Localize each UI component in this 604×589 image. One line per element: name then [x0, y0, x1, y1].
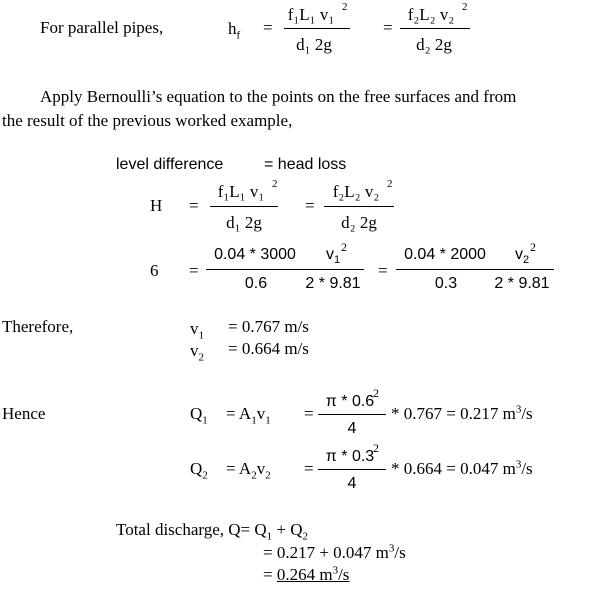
equals-sign: = [383, 18, 393, 37]
v-sub: 1 [265, 414, 271, 427]
cube-exponent: 3 [515, 458, 522, 471]
v-letter: v [190, 341, 199, 360]
equals-sign: = [304, 459, 314, 478]
v-sub: 2 [265, 469, 271, 482]
cube-exponent: 3 [332, 564, 339, 577]
exponent-2: 2 [341, 240, 347, 254]
exponent-2: 2 [530, 240, 536, 254]
fraction-bar [318, 469, 386, 470]
paragraph-line-1: Apply Bernoulli’s equation to the points on the free surfaces and from [40, 87, 517, 106]
fraction-denominator-1: d₁ 2g [226, 213, 262, 232]
result-value: 0.264 m [276, 565, 333, 584]
unit-tail: /s [394, 543, 406, 562]
denominator-diameter-2: 0.3 [434, 275, 458, 292]
fraction-bar [210, 206, 278, 207]
v-sub: 1 [333, 254, 341, 267]
unit-tail: /s [338, 565, 350, 584]
q1-symbol [190, 404, 208, 427]
v-letter: v [256, 459, 266, 478]
q2-numerator: π * 0.3 [325, 448, 375, 465]
total-sum-line [263, 544, 406, 561]
exponent-2: 2 [373, 441, 379, 455]
q-sub: 2 [302, 530, 309, 543]
fraction-bar [400, 28, 470, 29]
fraction-denominator-2: d₂ 2g [341, 213, 377, 232]
equals-sign: = [378, 261, 388, 280]
denominator-diameter-1: 0.6 [244, 275, 268, 292]
v2-symbol [190, 341, 204, 364]
total-discharge-label [116, 520, 309, 543]
q1-numerator: π * 0.6 [325, 393, 375, 410]
exponent-2: 2 [342, 1, 348, 13]
fraction-numerator-1: f₁L₁ v₁ [287, 5, 335, 24]
unit-tail: /s [521, 459, 533, 478]
v-sub: 2 [522, 254, 530, 267]
unit-tail: /s [521, 404, 533, 423]
parallel-pipes-label: For parallel pipes, [40, 18, 164, 37]
equals-sign: = [305, 196, 315, 215]
exponent-2: 2 [387, 178, 393, 190]
exponent-2: 2 [373, 386, 379, 400]
fraction-numerator-1: f₁L₁ v₁ [217, 182, 265, 201]
q2-area-velocity [226, 459, 271, 482]
numerator-coefficient-1: 0.04 * 3000 [214, 246, 296, 263]
v-symbol: v [325, 246, 334, 263]
denominator-gravity-1: 2 * 9.81 [305, 275, 361, 292]
q2-result [391, 460, 533, 477]
v-letter: v [256, 404, 266, 423]
sum-text: = 0.217 + 0.047 m [263, 543, 389, 562]
q1-area-velocity [226, 404, 271, 427]
exponent-2: 2 [272, 178, 278, 190]
cube-exponent: 3 [388, 542, 395, 555]
fraction-bar [396, 269, 554, 270]
fraction-denominator-2: d₂ 2g [416, 35, 452, 54]
v1-symbol [190, 319, 204, 342]
total-label-text: Total discharge, Q= Q [116, 520, 267, 539]
v-sub: 2 [198, 351, 204, 364]
v-letter: v [190, 319, 199, 338]
fraction-bar [206, 269, 364, 270]
v-symbol: v [514, 246, 523, 263]
numerator-coefficient-2: 0.04 * 2000 [404, 246, 486, 263]
fraction-bar [324, 206, 394, 207]
v2-value: = 0.664 m/s [228, 339, 309, 358]
fraction-denominator-1: d₁ 2g [296, 35, 332, 54]
hence-label: Hence [2, 404, 46, 423]
total-result-line [263, 566, 349, 583]
total-result-underlined [277, 565, 350, 584]
q-letter: Q [190, 404, 203, 423]
q-sub: 1 [266, 530, 273, 543]
exponent-2: 2 [462, 1, 468, 13]
fraction-numerator-2: f₂L₂ v₂ [407, 5, 455, 24]
hf-sub: f [236, 29, 241, 42]
a-text: = A [226, 404, 252, 423]
equals-sign: = [189, 196, 199, 215]
fraction-bar [318, 414, 386, 415]
q1-result-text: * 0.767 = 0.217 m [391, 404, 516, 423]
q-sub: 2 [202, 469, 208, 482]
fraction-bar [284, 28, 350, 29]
v-sub: 1 [198, 329, 204, 342]
q2-result-text: * 0.664 = 0.047 m [391, 459, 516, 478]
equals-sign: = [304, 404, 314, 423]
head-loss-text: = head loss [264, 156, 347, 173]
q2-symbol [190, 459, 208, 482]
plus-q: + Q [276, 520, 303, 539]
paragraph-line-2: the result of the previous worked example, [2, 111, 293, 130]
equals-sign: = [263, 18, 273, 37]
denominator-gravity-2: 2 * 9.81 [494, 275, 550, 292]
h-symbol: H [150, 196, 163, 215]
hf-symbol [228, 19, 241, 42]
v1-value: = 0.767 m/s [228, 317, 309, 336]
q-letter: Q [190, 459, 203, 478]
q2-denominator: 4 [347, 475, 357, 492]
equals-sign: = [189, 261, 199, 280]
q1-denominator: 4 [347, 420, 357, 437]
cube-exponent: 3 [515, 403, 522, 416]
therefore-label: Therefore, [2, 317, 74, 336]
q-sub: 1 [202, 414, 208, 427]
numerator-velocity-2 [514, 246, 530, 267]
level-difference-label: level difference [116, 156, 224, 173]
a-text: = A [226, 459, 252, 478]
a-sub: 2 [251, 469, 257, 482]
a-sub: 1 [251, 414, 257, 427]
fraction-numerator-2: f₂L₂ v₂ [332, 182, 380, 201]
six-value: 6 [150, 261, 159, 280]
q1-result [391, 405, 533, 422]
equals-text: = [263, 565, 277, 584]
hf-h: h [228, 19, 237, 38]
numerator-velocity-1 [325, 246, 341, 267]
